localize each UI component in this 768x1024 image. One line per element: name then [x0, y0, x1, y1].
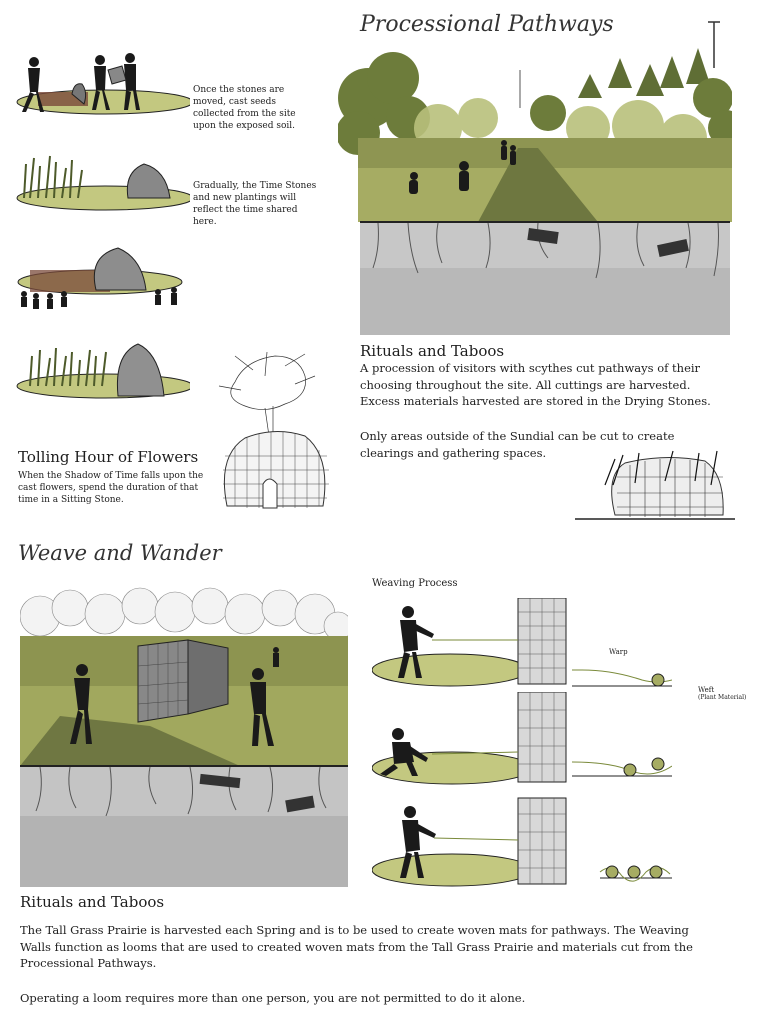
- weave-title: Weave and Wander: [18, 541, 222, 565]
- warp-label: Warp: [609, 648, 628, 656]
- weft-sub-label: (Plant Material): [698, 694, 747, 701]
- processional-rituals-text: A procession of visitors with scythes cut pathways of their choosing throughout the site. All cuttings are harvested. Excess materials harvested are stored in the Drying Stones.: [360, 361, 711, 408]
- tolling-heading: Tolling Hour of Flowers: [18, 448, 199, 466]
- processional-rituals-heading: Rituals and Taboos: [360, 342, 505, 360]
- weaving-diagram-3: [372, 792, 672, 888]
- stone-moving-illustration: [10, 242, 190, 314]
- weave-rituals-text-2: Operating a loom requires more than one person, you are not permitted to do it alone.: [20, 991, 526, 1005]
- weave-illustration: [20, 586, 348, 888]
- caption-time-stones: Gradually, the Time Stones and new plantings will reflect the time shared here.: [193, 181, 317, 227]
- seed-step-illustration: [10, 52, 190, 124]
- weaving-diagram-1: [372, 598, 672, 690]
- overgrown-stone-illustration: [10, 342, 190, 408]
- processional-illustration: [338, 18, 732, 336]
- processional-title: Processional Pathways: [360, 12, 614, 37]
- sitting-stone-sketch: [205, 346, 345, 521]
- processional-rituals-text-2: Only areas outside of the Sundial can be cut to create clearings and gathering spaces.: [360, 429, 675, 460]
- drying-stone-sketch: [575, 445, 735, 527]
- weft-label: Weft: [698, 686, 715, 694]
- tolling-text: When the Shadow of Time falls upon the cast flowers, spend the duration of that time in a Sitting Stone.: [18, 471, 204, 505]
- caption-stones-moved: Once the stones are moved, cast seeds collected from the site upon the exposed soil.: [193, 85, 296, 131]
- weave-rituals-text: The Tall Grass Prairie is harvested each Spring and is to be used to create woven mats for pathways. The Weaving Walls function as looms that are used to created woven mats from the Tall Grass Prairie and materials cut from the Processional Pathways.: [20, 923, 693, 970]
- weave-rituals-heading: Rituals and Taboos: [20, 893, 165, 911]
- weaving-process-label: Weaving Process: [372, 578, 458, 589]
- weaving-diagram-2: [372, 692, 672, 788]
- time-stones-illustration: [10, 150, 190, 214]
